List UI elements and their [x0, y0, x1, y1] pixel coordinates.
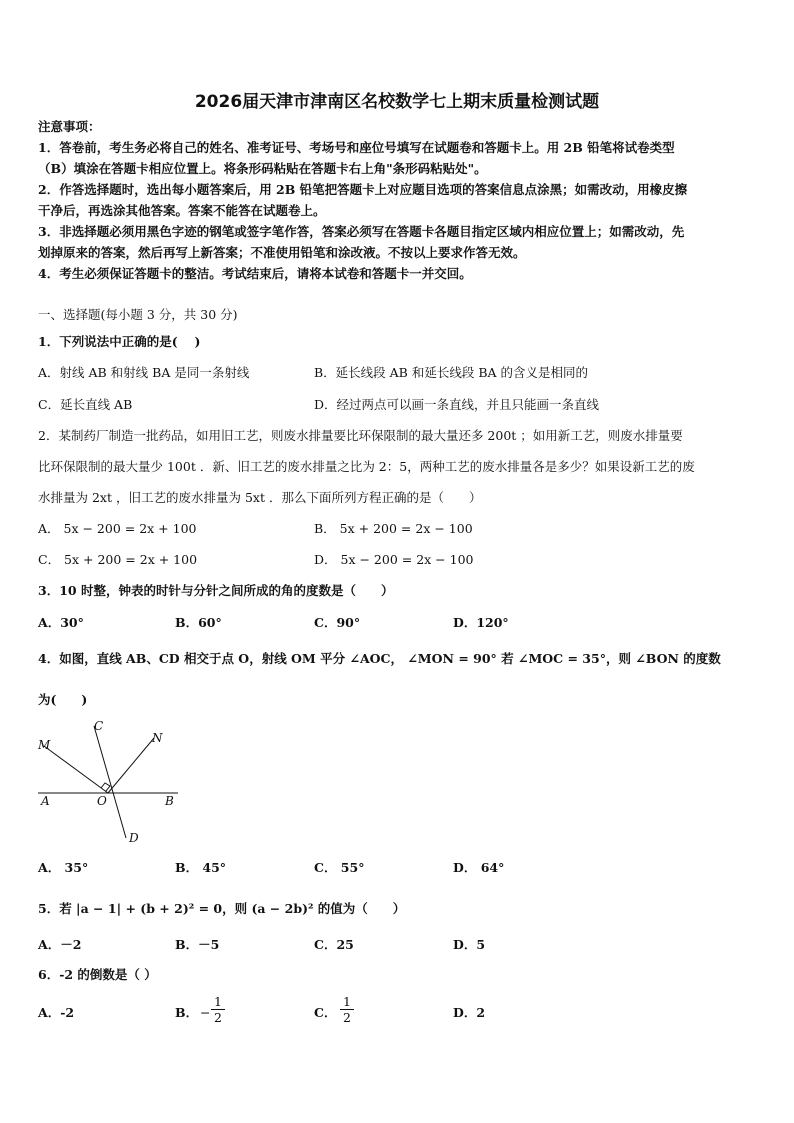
question-5-stem: 5．若 |a − 1| + (b + 2)² = 0，则 (a − 2b)² 的值为（ ） [38, 901, 406, 916]
q4-option-d: D． 64° [453, 860, 505, 875]
fraction-numerator: 1 [343, 994, 351, 1009]
q3-option-c: C．90° [314, 615, 361, 630]
label-m: M [38, 738, 51, 752]
notice-line: 2．作答选择题时，选出每小题答案后，用 2B 铅笔把答题卡上对应题目选项的答案信息点涂黑；如需改动，用橡皮擦 [38, 182, 688, 197]
label-o: O [97, 794, 107, 808]
fraction-numerator: 1 [214, 994, 222, 1009]
q2-option-c: C． 5x + 200 = 2x + 100 [38, 552, 198, 567]
q3-option-b: B．60° [175, 615, 222, 630]
question-4-line: 4．如图，直线 AB、CD 相交于点 O，射线 OM 平分 ∠AOC， ∠MON = 90° 若 ∠MOC = 35°，则 ∠BON 的度数 [38, 651, 721, 666]
q2-option-d: D． 5x − 200 = 2x − 100 [314, 552, 474, 567]
question-2-line: 比环保限制的最大量少 100t ．新、旧工艺的废水排量之比为 2：5，两种工艺的废水排量各是多少？如果设新工艺的废 [38, 459, 695, 474]
angle-figure [30, 712, 200, 847]
q6-option-a: A．-2 [38, 1005, 75, 1020]
label-n: N [152, 731, 163, 745]
question-2-line: 2．某制药厂制造一批药品，如用旧工艺，则废水排量要比环保限制的最大量还多 200t ；如用新工艺，则废水排量要 [38, 428, 683, 443]
fraction-denominator: 2 [211, 1009, 225, 1025]
ray-om [44, 746, 108, 793]
q6-option-d: D．2 [453, 1005, 486, 1020]
q1-option-b: B．延长线段 AB 和延长线段 BA 的含义是相同的 [314, 365, 589, 380]
q2-option-b: B． 5x + 200 = 2x − 100 [314, 521, 473, 536]
right-angle-mark [101, 783, 110, 791]
line-cd [94, 726, 126, 838]
fraction-denominator: 2 [340, 1009, 354, 1025]
q5-option-c: C．25 [314, 937, 354, 952]
q1-option-c: C．延长直线 AB [38, 397, 133, 412]
label-a: A [41, 794, 50, 808]
notice-line: 1．答卷前，考生务必将自己的姓名、准考证号、考场号和座位号填写在试题卷和答题卡上。用 2B 铅笔将试卷类型 [38, 140, 675, 155]
notice-line: 3．非选择题必须用黑色字迹的钢笔或签字笔作答，答案必须写在答题卡各题目指定区域内相应位置上；如需改动，先 [38, 224, 685, 239]
question-2-line: 水排量为 2xt ，旧工艺的废水排量为 5xt ．那么下面所列方程正确的是（ ） [38, 490, 482, 505]
label-c: C [94, 719, 104, 733]
page-title: 2026届天津市津南区名校数学七上期末质量检测试题 [194, 92, 600, 112]
notice-line: 干净后，再选涂其他答案。答案不能答在试题卷上。 [38, 203, 326, 218]
q6-option-b-sign: − [200, 1005, 211, 1020]
notice-line: 4．考生必须保证答题卡的整洁。考试结束后，请将本试卷和答题卡一并交回。 [38, 266, 472, 281]
notice-line: （B）填涂在答题卡相应位置上。将条形码粘贴在答题卡右上角"条形码粘贴处"。 [38, 161, 487, 176]
question-1-stem: 1．下列说法中正确的是( ) [38, 334, 201, 349]
q1-option-d: D．经过两点可以画一条直线，并且只能画一条直线 [314, 397, 600, 412]
q6-option-b-label: B． [175, 1005, 199, 1020]
question-3-stem: 3．10 时整，钟表的时针与分针之间所成的角的度数是（ ） [38, 583, 394, 598]
q6-option-b-fraction [211, 994, 225, 1025]
q4-option-c: C． 55° [314, 860, 365, 875]
q4-option-a: A． 35° [38, 860, 89, 875]
q4-option-b: B． 45° [175, 860, 227, 875]
question-4-line: 为( ) [38, 692, 88, 707]
q5-option-d: D．5 [453, 937, 486, 952]
q6-option-c-fraction [340, 994, 354, 1025]
q3-option-a: A．30° [38, 615, 84, 630]
q2-option-a: A． 5x − 200 = 2x + 100 [38, 521, 197, 536]
label-b: B [165, 794, 174, 808]
notice-heading: 注意事项： [38, 119, 101, 134]
notice-line: 划掉原来的答案，然后再写上新答案；不准使用铅笔和涂改液。不按以上要求作答无效。 [38, 245, 526, 260]
ray-on [108, 738, 154, 793]
q6-option-c-label: C． [314, 1005, 337, 1020]
section-heading: 一、选择题(每小题 3 分，共 30 分) [38, 307, 238, 322]
label-d: D [129, 831, 139, 845]
q5-option-a: A．－2 [38, 937, 82, 952]
q1-option-a: A．射线 AB 和射线 BA 是同一条射线 [38, 365, 250, 380]
q3-option-d: D．120° [453, 615, 509, 630]
q5-option-b: B．－5 [175, 937, 220, 952]
question-6-stem: 6．-2 的倒数是（ ） [38, 967, 157, 982]
